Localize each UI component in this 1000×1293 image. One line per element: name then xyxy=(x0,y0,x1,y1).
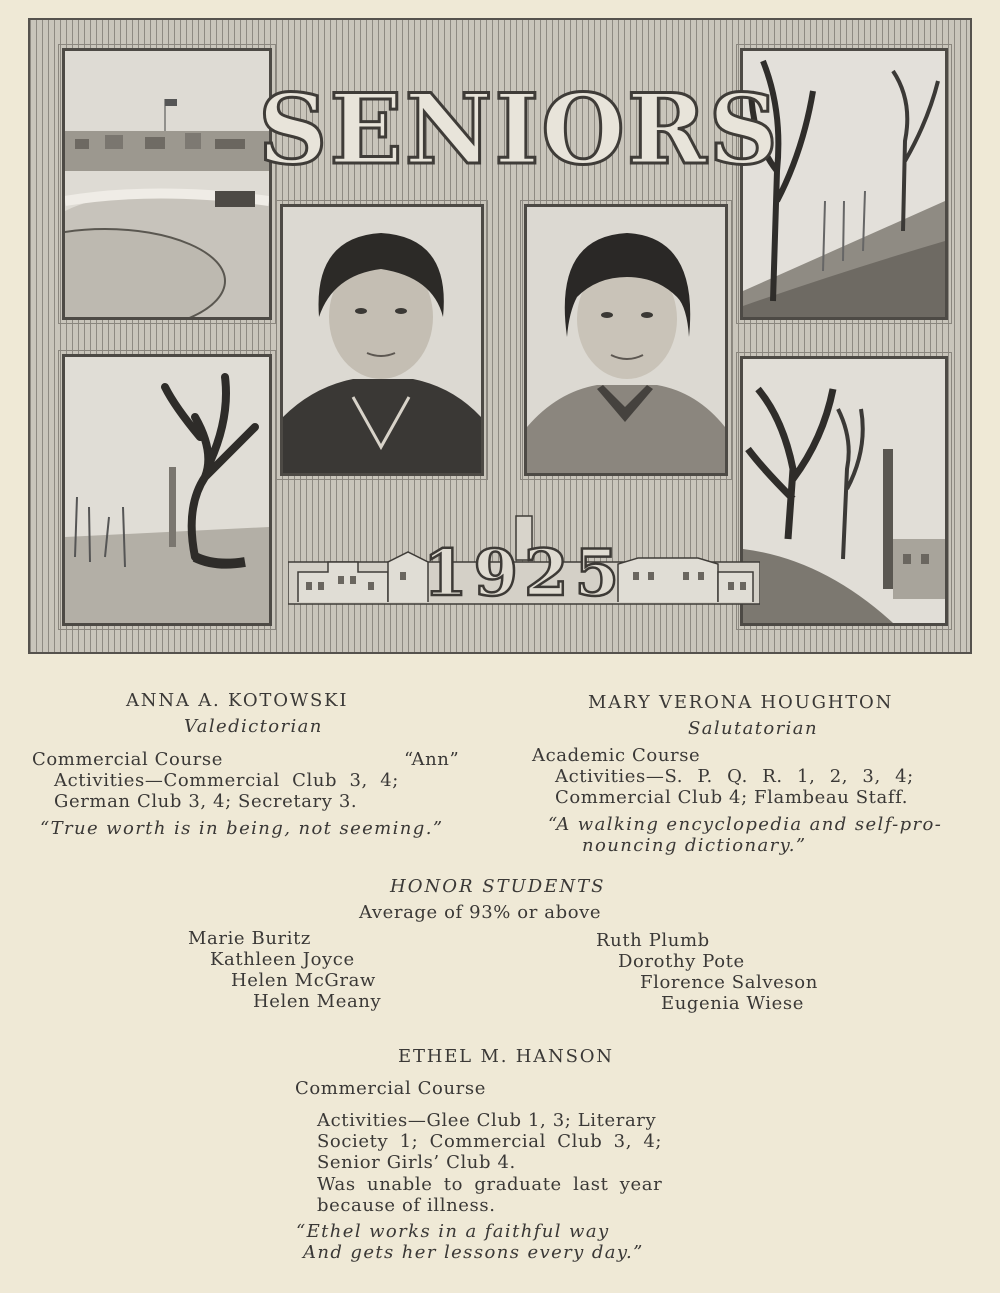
year-text: 1925 xyxy=(422,536,626,611)
left-student-course: Commercial Course xyxy=(32,749,223,770)
left-student-honor: Valedictorian xyxy=(184,716,323,737)
left-student-activities-line: German Club 3, 4; Secretary 3. xyxy=(54,791,358,812)
portrait-mary-houghton xyxy=(524,204,728,476)
left-student-name: ANNA A. KOTOWSKI xyxy=(126,690,349,711)
right-student-activities-line: Activities—S. P. Q. R. 1, 2, 3, 4; xyxy=(555,766,914,787)
photo-smokestack xyxy=(740,356,948,626)
honor-students-subheading: Average of 93% or above xyxy=(359,902,602,923)
third-student-quote-line: “Ethel works in a faithful way xyxy=(296,1221,610,1242)
honor-student-name: Helen Meany xyxy=(253,991,382,1012)
right-student-course: Academic Course xyxy=(532,745,701,766)
honor-students-heading: HONOR STUDENTS xyxy=(390,876,606,897)
third-student-activities-line: Activities—Glee Club 1, 3; Literary xyxy=(317,1110,657,1131)
left-student-activities-line: Activities—Commercial Club 3, 4; xyxy=(54,770,399,791)
third-student-course: Commercial Course xyxy=(295,1078,486,1099)
third-student-activities-line: because of illness. xyxy=(317,1195,496,1216)
right-student-honor: Salutatorian xyxy=(688,718,818,739)
photo-panel xyxy=(28,18,972,654)
third-student-name: ETHEL M. HANSON xyxy=(398,1046,614,1067)
honor-student-name: Ruth Plumb xyxy=(596,930,710,951)
right-student-activities-line: Commercial Club 4; Flambeau Staff. xyxy=(555,787,909,808)
right-student-name: MARY VERONA HOUGHTON xyxy=(588,692,894,713)
portrait-anna-kotowski xyxy=(280,204,484,476)
honor-student-name: Helen McGraw xyxy=(231,970,376,991)
third-student-activities-line: Was unable to graduate last year xyxy=(317,1174,663,1195)
honor-student-name: Florence Salveson xyxy=(640,972,818,993)
honor-student-name: Marie Buritz xyxy=(188,928,311,949)
honor-student-name: Dorothy Pote xyxy=(618,951,745,972)
right-student-quote-line: “A walking encyclopedia and self-pro- xyxy=(548,814,943,835)
year-banner xyxy=(288,512,760,622)
seniors-title xyxy=(258,60,780,198)
third-student-activities-line: Society 1; Commercial Club 3, 4; xyxy=(317,1131,663,1152)
honor-student-name: Eugenia Wiese xyxy=(661,993,804,1014)
photo-gnarled-tree xyxy=(62,354,272,626)
right-student-quote-line: nouncing dictionary.” xyxy=(582,835,807,856)
third-student-activities-line: Senior Girls’ Club 4. xyxy=(317,1152,516,1173)
third-student-quote-line: And gets her lessons every day.” xyxy=(303,1242,644,1263)
photo-campus-road xyxy=(62,48,272,320)
left-student-nickname: “Ann” xyxy=(404,749,460,770)
title-text: SENIORS xyxy=(258,72,780,186)
honor-student-name: Kathleen Joyce xyxy=(210,949,355,970)
left-student-quote: “True worth is in being, not seeming.” xyxy=(40,818,444,839)
